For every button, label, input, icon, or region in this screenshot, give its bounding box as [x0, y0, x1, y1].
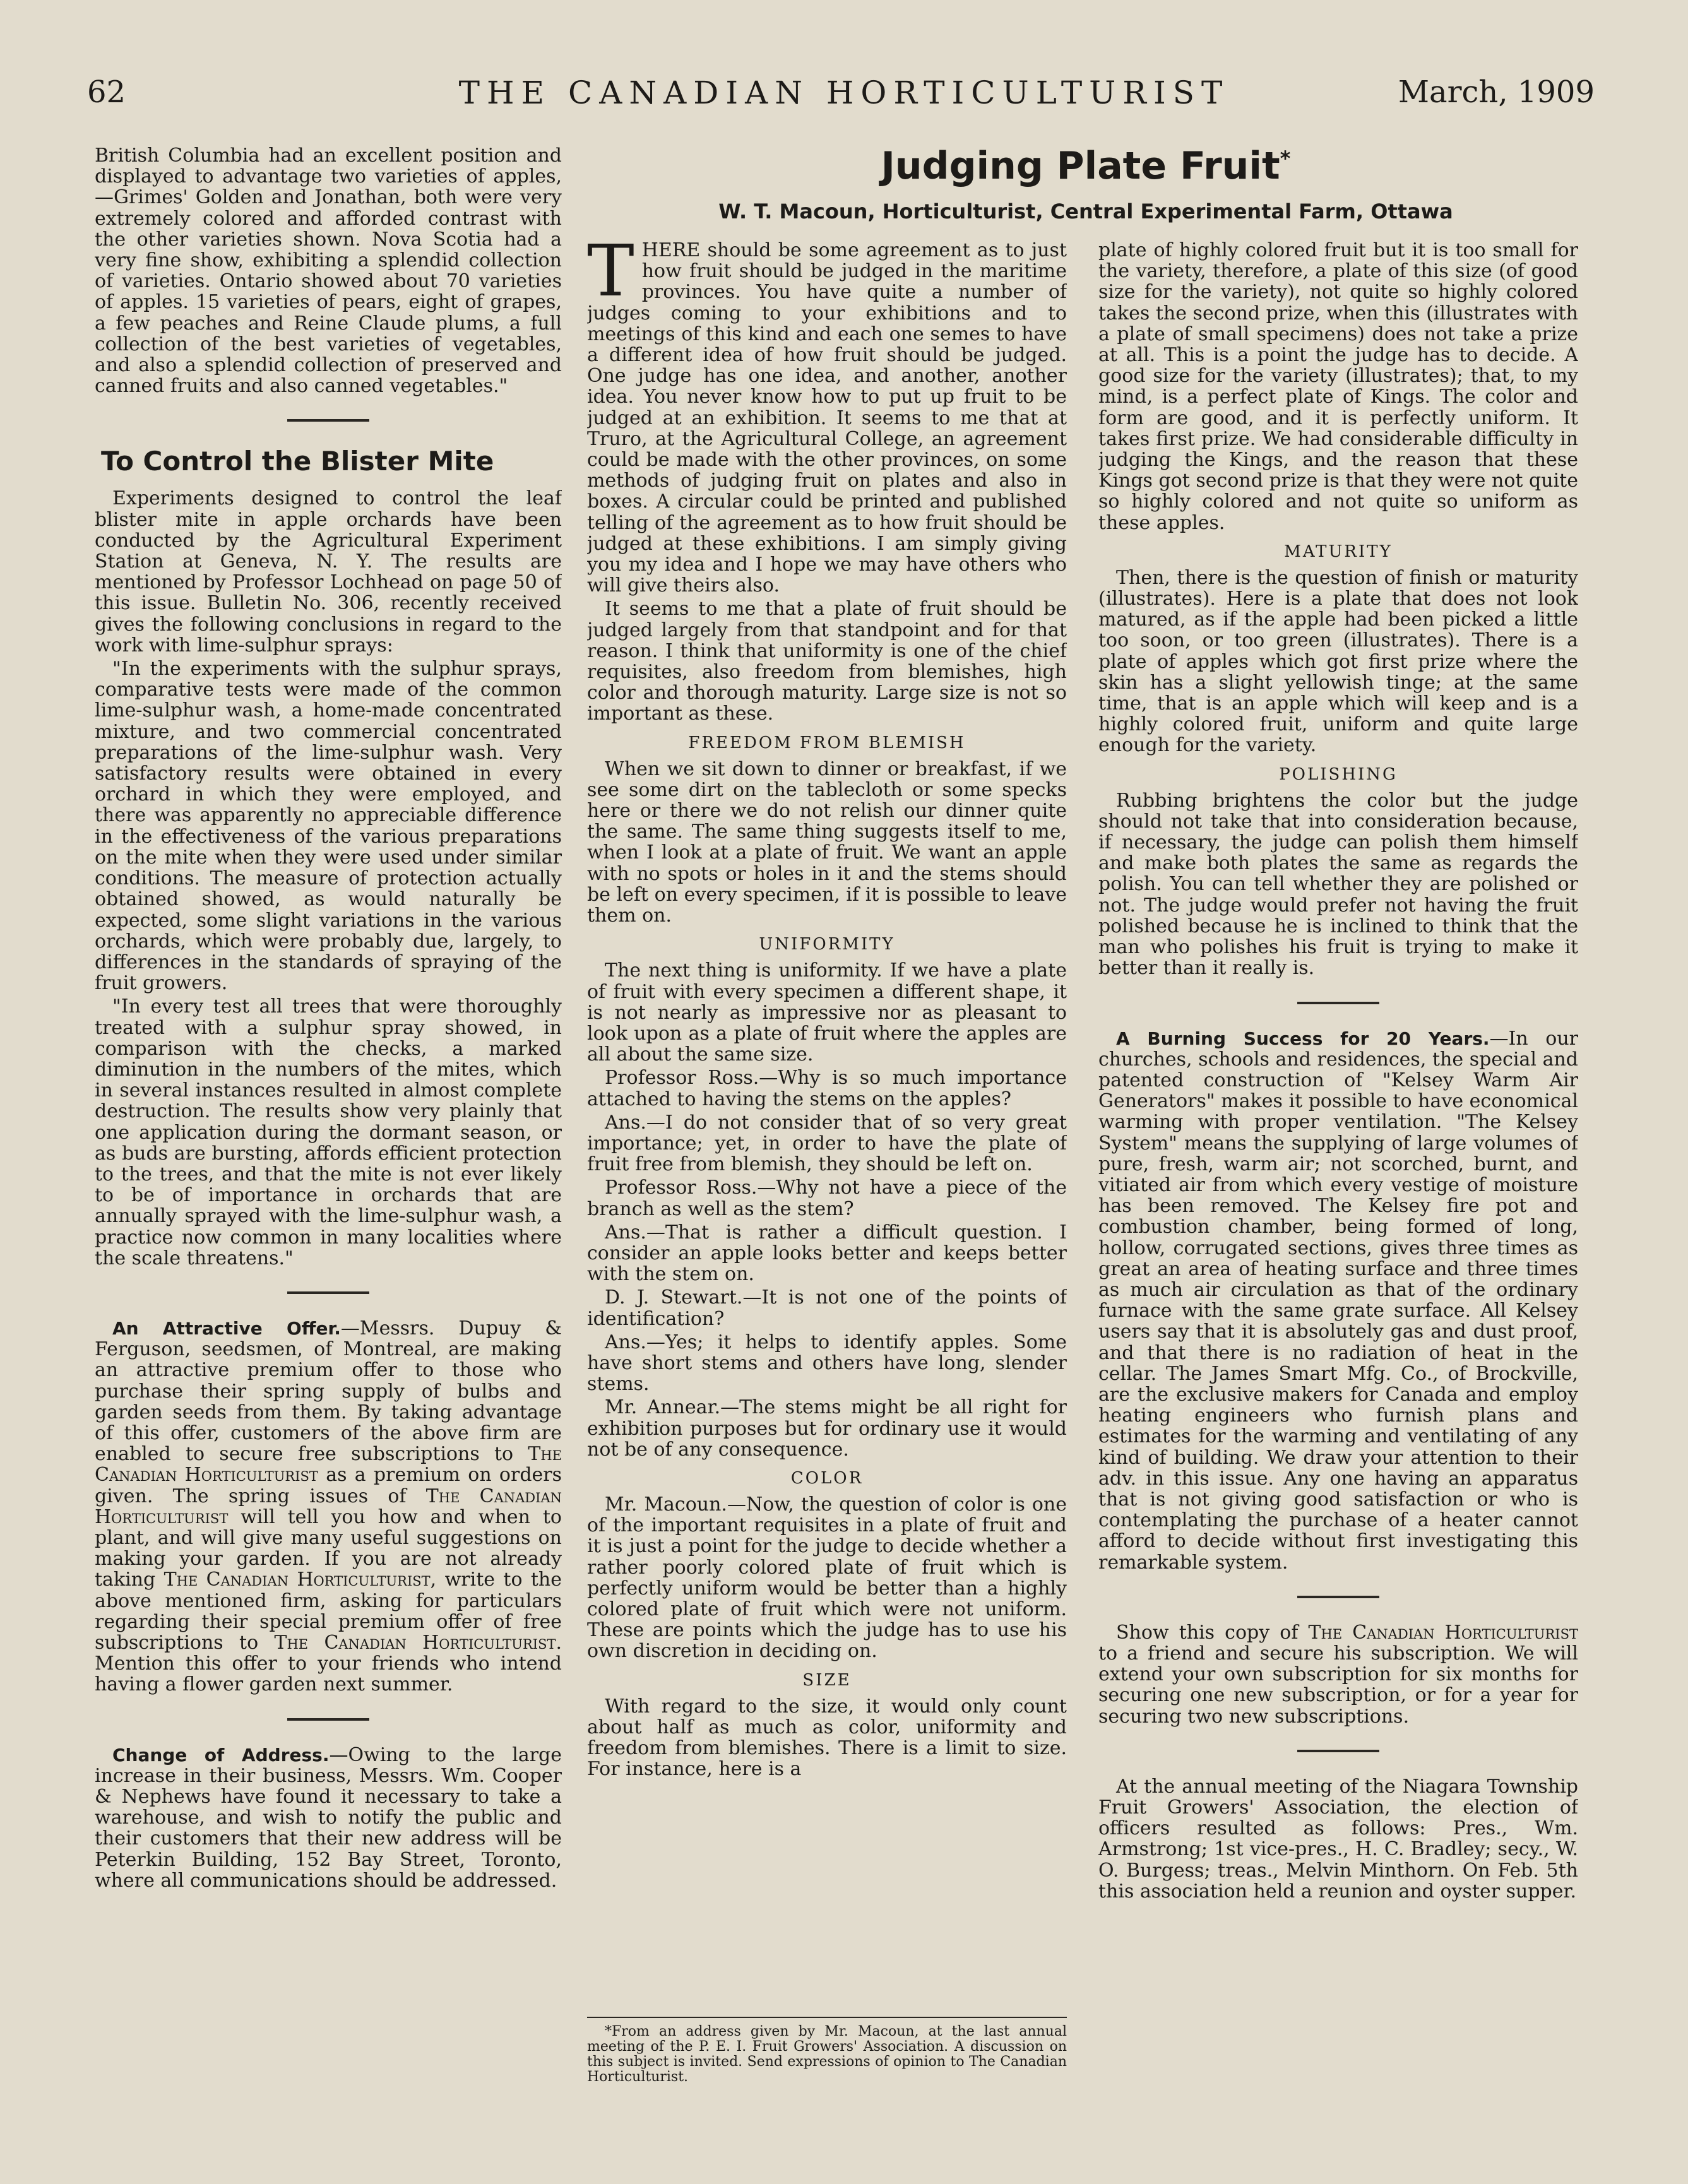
column-right: [1098, 240, 1578, 2134]
maturity-paragraph: Then, there is the question of finish or maturity (illustrates). Here is a plate that does not look matured, as if the apple had been picked a little too soon, or too green (illustrates). There is a plate of apples which got first prize where the skin has a slight yellowish tinge; at the same time, that is an apple which will keep and is a highly colored fruit, uniform and quite large enough for the variety.: [1098, 566, 1578, 757]
intro-paragraph: British Columbia had an excellent position and displayed to advantage two varieties of apples,—Grimes' Golden and Jonathan, both were very extremely colored and afforded contrast with the other varieties shown. Nova Scotia had a very fine show, exhibiting a splendid collection of varieties. Ontario showed about 70 varieties of apples. 15 varieties of pears, eight of grapes, a few peaches and Reine Claude plums, a full collection of the best varieties of vegetables, and also a splendid collection of preserved and canned fruits and also canned vegetables.": [95, 145, 562, 398]
niagara-paragraph: At the annual meeting of the Niagara Township Fruit Growers' Association, the election of officers resulted as follows: Pres., Wm. Armstrong; 1st vice-pres., H. C. Bradley; secy., W. O. Burgess; treas., Melvin Minthorn. On Feb. 5th this association held a reunion and oyster supper.: [1098, 1775, 1578, 1902]
running-head: [0, 74, 1688, 125]
divider: [287, 1291, 369, 1294]
subscription-paragraph: Show this copy of The Canadian Horticulturist to a friend and secure his subscription. We will extend your own subscription for six months for securing one new subscription, or for a year for securing two new subscriptions.: [1098, 1621, 1578, 1728]
divider: [1297, 1750, 1379, 1752]
footnote-mark: *: [1280, 146, 1291, 170]
dialogue-line: Professor Ross.—Why not have a piece of the branch as well as the stem?: [587, 1177, 1067, 1220]
size-continued-paragraph: plate of highly colored fruit but it is too small for the variety, therefore, a plate of this size (of good size for the variety), not quite so highly colored takes the second prize, when this (illustrates with a plate of small specimens) does not take a prize at all. This is a point the judge has to decide. A good size for the variety (illustrates); that, to my mind, is a perfect plate of Kings. The color and form are good, and it is perfectly uniform. It takes first prize. We had considerable difficulty in judging the Kings, and the reason that these Kings got second prize is that they were not quite so highly colored and not quite so uniform as these apples.: [1098, 240, 1578, 534]
subheading-size: SIZE: [802, 1670, 852, 1690]
drop-cap: T: [587, 240, 634, 312]
dialogue-line: Professor Ross.—Why is so much importance attached to having the stems on the apples?: [587, 1067, 1067, 1110]
blister-paragraph-3: "In every test all trees that were thoroughly treated with a sulphur spray showed, in comparison with the checks, a marked diminution in the numbers of the mites, which in several instances resulted in almost complete destruction. The results show very plainly that one application during the dormant season, or as buds are bursting, affords efficient protection to the trees, and that the mite is not ever likely to be of importance in orchards that are annually sprayed with the lime-sulphur wash, a practice now common in many localities where the scale threatens.": [95, 995, 562, 1269]
blister-mite-heading: To Control the Blister Mite: [101, 446, 494, 477]
dialogue-line: Ans.—I do not consider that of so very great importance; yet, in order to have the plate of fruit free from blemish, they should be left on.: [587, 1111, 1067, 1176]
dialogue-line: Ans.—That is rather a difficult question. I consider an apple looks better and keeps better with the stem on.: [587, 1221, 1067, 1286]
article-title: Judging Plate Fruit*: [881, 144, 1291, 188]
article-footnote: [587, 2017, 1067, 2087]
footnote-text: *From an address given by Mr. Macoun, at the last annual meeting of the P. E. I. Fruit Growers' Association. A discussion on this subject is invited. Send expressions of opinion to The Canadian Horticulturist.: [587, 2024, 1067, 2085]
page-number: 62: [87, 74, 126, 110]
column-middle: [587, 240, 1067, 2134]
subheading-color: COLOR: [790, 1468, 864, 1488]
dialogue-line: D. J. Stewart.—It is not one of the points of identification?: [587, 1286, 1067, 1330]
size-paragraph: With regard to the size, it would only count about half as much as color, uniformity and freedom from blemishes. There is a limit to size. For instance, here is a: [587, 1695, 1067, 1781]
divider: [287, 419, 369, 422]
blister-paragraph-2: "In the experiments with the sulphur sprays, comparative tests were made of the common lime-sulphur wash, a home-made concentrated mixture, and two commercial concentrated preparations of the lime-sulphur wash. Very satisfactory results were obtained in every orchard in which they were employed, and there was apparently no appreciable difference in the effectiveness of the various preparations on the mite when they were used under similar conditions. The measure of protection actually obtained showed, as would naturally be expected, some slight variations in the various orchards, which were probably due, largely, to differences in the standards of spraying of the fruit growers.: [95, 658, 562, 995]
change-of-address-lead: Change of Address.: [112, 1744, 330, 1766]
article-byline: W. T. Macoun, Horticulturist, Central Experimental Farm, Ottawa: [718, 199, 1453, 223]
color-paragraph: Mr. Macoun.—Now, the question of color is one of the important requisites in a plate of fruit and it is just a point for the judge to decide whether a rather poorly colored plate of fruit which is perfectly uniform would be better than a highly colored plate of fruit which were not uniform. These are points which the judge has to use his own discretion in deciding on.: [587, 1493, 1067, 1663]
journal-title: THE CANADIAN HORTICULTURIST: [458, 74, 1230, 111]
change-of-address-paragraph: Change of Address.—Owing to the large increase in their business, Messrs. Wm. Cooper & Nephews have found it necessary to take a warehouse, and wish to notify the public and their customers that their new address will be Peterkin Building, 152 Bay Street, Toronto, where all communications should be addressed.: [95, 1743, 562, 1892]
article-paragraph-1: THERE should be some agreement as to just how fruit should be judged in the maritime provinces. You have quite a number of judges coming to your exhibitions and to meetings of this kind and each one semes to have a different idea of how fruit should be judged. One judge has one idea, and another, another idea. You never know how to put up fruit to be judged at an exhibition. It seems to me that at Truro, at the Agricultural College, an agreement could be made with the other provinces, on some methods of judging fruit on plates and also in boxes. A circular could be printed and published telling of the agreement as to how fruit should be judged at these exhibitions. I am simply giving you my idea and I hope we may have others who will give theirs also.: [587, 240, 1067, 597]
blemish-paragraph: When we sit down to dinner or breakfast, if we see some dirt on the tablecloth or some specks here or there we do not relish our dinner quite the same. The same thing suggests itself to me, when I look at a plate of fruit. We want an apple with no spots or holes in it and the stems should be left on every specimen, if it is possible to leave them on.: [587, 757, 1067, 927]
attractive-offer-lead: An Attractive Offer.: [112, 1317, 341, 1339]
subheading-blemish: FREEDOM FROM BLEMISH: [688, 733, 966, 752]
article-title-block: [593, 144, 1578, 223]
divider: [1297, 1596, 1379, 1598]
column-left: [95, 145, 562, 2134]
kelsey-paragraph: A Burning Success for 20 Years.—In our churches, schools and residences, the special and patented construction of "Kelsey Warm Air Generators" makes it possible to have economical warming with proper ventilation. "The Kelsey System" means the supplying of large volumes of pure, fresh, warm air; not scorched, burnt, and vitiated air from which every vestige of moisture has been removed. The Kelsey fire pot and combustion chamber, being formed of long, hollow, corrugated sections, gives three times as great an area of heating surface and three times as much air circulation as that of the ordinary furnace with the same grate surface. All Kelsey users say that it is absolutely gas and dust proof, and that there is no radiation of heat in the cellar. The James Smart Mfg. Co., of Brockville, are the exclusive makers for Canada and employ heating engineers who furnish plans and estimates for the warming and ventilating of any kind of building. We draw your attention to their adv. in this issue. Any one having an apparatus that is not giving good satisfaction or who is contemplating the purchase of a heater cannot afford to decide without first investigating this remarkable system.: [1098, 1027, 1578, 1574]
polishing-paragraph: Rubbing brightens the color but the judge should not take that into consideration because, if necessary, the judge can polish them himself and make both plates the same as regards the polish. You can tell whether they are polished or not. The judge would prefer not having the fruit polished because he is inclined to think that the man who polishes his fruit is trying to make it better than it really is.: [1098, 789, 1578, 980]
divider: [1297, 1002, 1379, 1004]
subheading-uniformity: UNIFORMITY: [759, 935, 895, 954]
subheading-polishing: POLISHING: [1279, 764, 1398, 784]
uniformity-paragraph: The next thing is uniformity. If we have a plate of fruit with every specimen a different shape, it is not nearly as impressive nor as pleasant to look upon as a plate of fruit where the apples are all about the same size.: [587, 959, 1067, 1066]
dialogue-line: Ans.—Yes; it helps to identify apples. Some have short stems and others have long, slender stems.: [587, 1331, 1067, 1396]
attractive-offer-paragraph: An Attractive Offer.—Messrs. Dupuy & Ferguson, seedsmen, of Montreal, are making an attractive premium offer to those who purchase their spring supply of bulbs and garden seeds from them. By taking advantage of this offer, customers of the above firm are enabled to secure free subscriptions to The Canadian Horticulturist as a premium on orders given. The spring issues of The Canadian Horticulturist will tell you how and when to plant, and will give many useful suggestions on making your garden. If you are not already taking The Canadian Horticulturist, write to the above mentioned firm, asking for particulars regarding their special premium offer of free subscriptions to The Canadian Horticulturist. Mention this offer to your friends who intend having a flower garden next summer.: [95, 1317, 562, 1696]
kelsey-lead: A Burning Success for 20 Years.: [1116, 1028, 1490, 1049]
article-paragraph-2: It seems to me that a plate of fruit should be judged largely from that standpoint and for that reason. I think that uniformity is one of the chief requisites, also freedom from blemishes, high color and thorough maturity. Large size is not so important as these.: [587, 598, 1067, 725]
divider: [287, 1718, 369, 1721]
dialogue-line: Mr. Annear.—The stems might be all right for exhibition purposes but for ordinary use it would not be of any consequence.: [587, 1396, 1067, 1461]
blister-paragraph-1: Experiments designed to control the leaf blister mite in apple orchards have been conducted by the Agricultural Experiment Station at Geneva, N. Y. The results are mentioned by Professor Lochhead on page 50 of this issue. Bulletin No. 306, recently received gives the following conclusions in regard to the work with lime-sulphur sprays:: [95, 487, 562, 656]
subheading-maturity: MATURITY: [1284, 542, 1393, 561]
issue-date: March, 1909: [1398, 74, 1595, 110]
